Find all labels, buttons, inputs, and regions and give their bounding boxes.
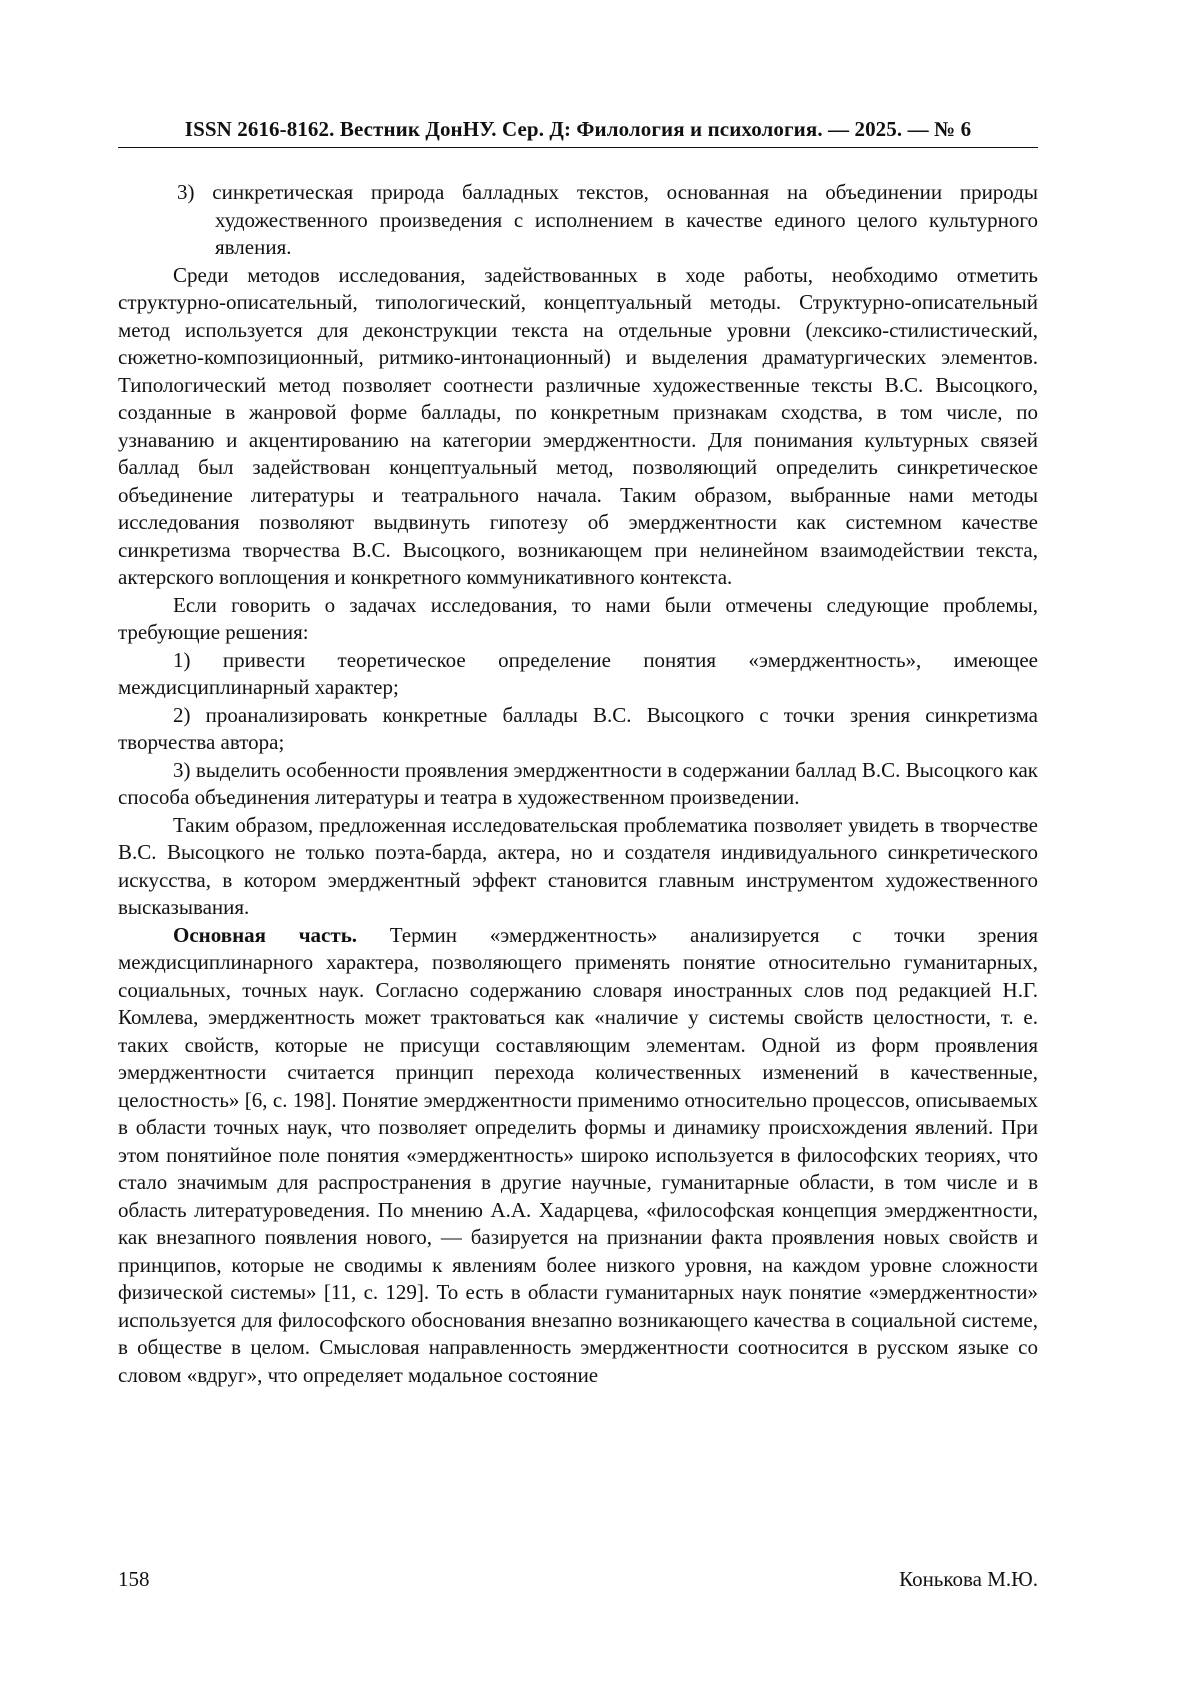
running-header: ISSN 2616-8162. Вестник ДонНУ. Сер. Д: Филология и психология. — 2025. — № 6 xyxy=(118,117,1038,148)
paragraph-tasks: Если говорить о задачах исследования, то нами были отмечены следующие проблемы, требующие решения: xyxy=(118,592,1038,644)
page-number: 158 xyxy=(118,1567,150,1591)
task-item-3: 3) выделить особенности проявления эмерджентности в содержании баллад В.С. Высоцкого как способа объединения литературы и театра в художественном произведении. xyxy=(118,757,1038,809)
section-heading-main: Основная часть. xyxy=(173,922,358,947)
paragraph-main-text: Термин «эмерджентность» анализируется с точки зрения междисциплинарного характера, позволяющего применять понятие относительно гуманитарных, социальных, точных наук. Согласно содержанию словаря иностранных слов под редакцией Н.Г. Комлева, эмерджентность может трактоваться как «наличие у системы свойств целостности, т. е. таких свойств, которые не присущи составляющим элементам. Одной из форм проявления эмерджентности считается принцип перехода количественных изменений в качественные, целостность» [6, с. 198]. Понятие эмерджентности применимо относительно процессов, описываемых в области точных наук, что позволяет определить формы и динамику происхождения явлений. При этом понятийное поле понятия «эмерджентность» широко используется в философских теориях, что стало значимым для распространения в другие научные, гуманитарные области, в том числе и в область литературоведения. По мнению А.А. Хадарцева, «философская концепция эмерджентности, как внезапного появления нового, — базируется на признании факта проявления новых свойств и принципов, которые не сводимы к явлениям более низкого уровня, на каждом уровне сложности физической системы» [11, с. 129]. То есть в области гуманитарных наук понятие «эмерджентности» используется для философского обоснования внезапно возникающего качества в социальной системе, в обществе в целом. Смысловая направленность эмерджентности соотносится в русском языке со словом «вдруг», что определяет модальное состояние xyxy=(118,922,1038,1387)
article-body xyxy=(118,179,1038,1389)
task-item-2: 2) проанализировать конкретные баллады В.С. Высоцкого с точки зрения синкретизма творчества автора; xyxy=(118,702,1038,754)
paragraph-methods: Среди методов исследования, задействованных в ходе работы, необходимо отметить структурно-описательный, типологический, концептуальный методы. Структурно-описательный метод используется для деконструкции текста на отдельные уровни (лексико-стилистический, сюжетно-композиционный, ритмико-интонационный) и выделения драматургических элементов. Типологический метод позволяет соотнести различные художественные тексты В.С. Высоцкого, созданные в жанровой форме баллады, по конкретным признакам сходства, в том числе, по узнаванию и акцентированию на категории эмерджентности. Для понимания культурных связей баллад был задействован концептуальный метод, позволяющий определить синкретическое объединение литературы и театрального начала. Таким образом, выбранные нами методы исследования позволяют выдвинуть гипотезу об эмерджентности как системном качестве синкретизма творчества В.С. Высоцкого, возникающем при нелинейном взаимодействии текста, актерского воплощения и конкретного коммуникативного контекста. xyxy=(118,262,1038,589)
paragraph-main xyxy=(118,922,1038,1390)
list-item-3-intro: 3) синкретическая природа балладных текстов, основанная на объединении природы художественного произведения с исполнением в качестве единого целого культурного явления. xyxy=(177,180,1038,259)
task-item-1: 1) привести теоретическое определение понятия «эмерджентность», имеющее междисциплинарный характер; xyxy=(118,647,1038,699)
footer-author: Конькова М.Ю. xyxy=(899,1567,1038,1591)
paragraph-conclusion: Таким образом, предложенная исследовательская проблематика позволяет увидеть в творчестве В.С. Высоцкого не только поэта-барда, актера, но и создателя индивидуального синкретического искусства, в котором эмерджентный эффект становится главным инструментом художественного высказывания. xyxy=(118,812,1038,919)
